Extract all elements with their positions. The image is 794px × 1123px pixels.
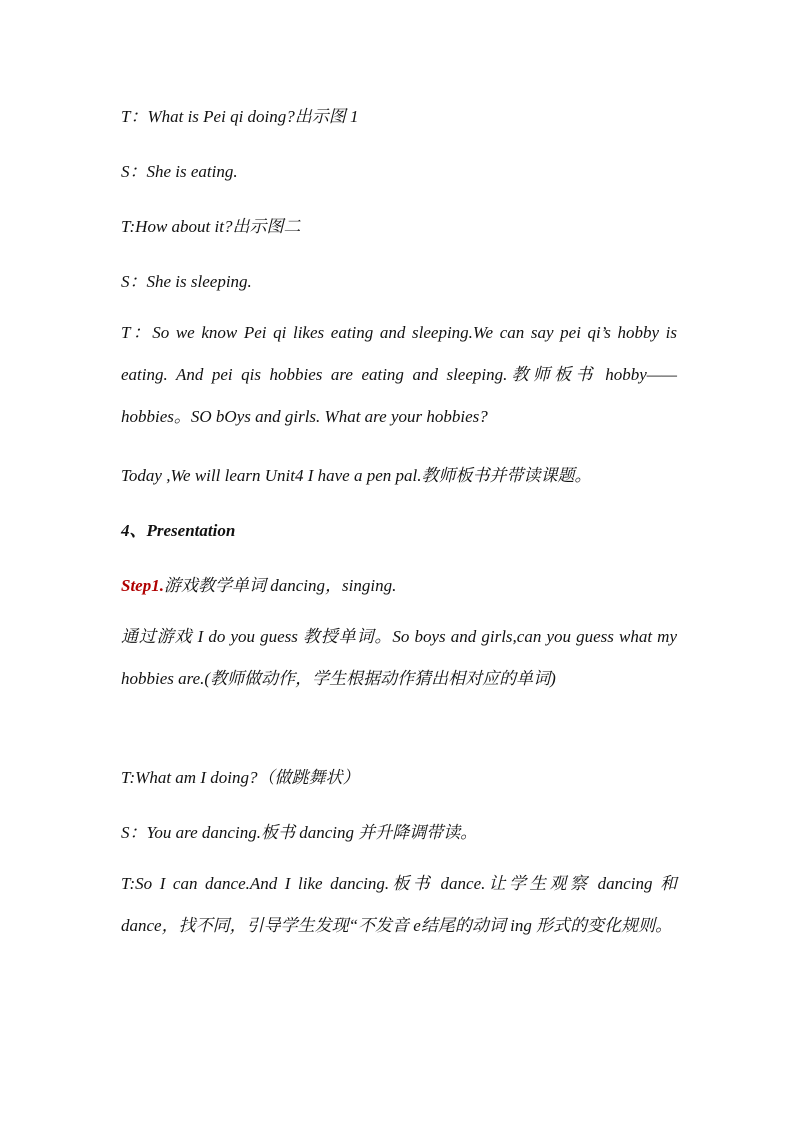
section-heading-presentation: 4、Presentation [121, 521, 236, 540]
dialogue-line-3: T:How about it?出示图二 [121, 217, 301, 236]
dialogue-line-what-am-i-doing: T:What am I doing?（做跳舞状） [121, 768, 360, 787]
dialogue-line-2: S：She is eating. [121, 162, 238, 181]
dialogue-line-4: S：She is sleeping. [121, 272, 252, 291]
step1-line [121, 571, 677, 596]
dialogue-line-you-are-dancing: S：You are dancing.板书 dancing 并升降调带读。 [121, 823, 478, 842]
step1-text: 游戏教学单词 dancing，singing. [163, 576, 397, 595]
dialogue-line-1: T：What is Pei qi doing?出示图 1 [121, 107, 359, 126]
topic-introduction: Today ,We will learn Unit4 I have a pen pal.教师板书并带读课题。 [121, 466, 592, 485]
guess-game-paragraph: 通过游戏 I do you guess 教授单词。So boys and girls,can you guess what my hobbies are.(教师做动作，学生根据动作猜出相对应的单词) [121, 627, 677, 688]
dialogue-paragraph-hobby: T：So we know Pei qi likes eating and sleeping.We can say pei qi’s hobby is eating. And pei qis hobbies are eating and sleeping.教师板书 hobby——hobbies。SO bOys and girls. What are your hobbies? [121, 323, 677, 426]
step1-label: Step1. [121, 576, 164, 595]
dance-rule-paragraph: T:So I can dance.And I like dancing.板书 dance.让学生观察 dancing 和 dance，找不同，引导学生发现“不发音 e结尾的动词 ing 形式的变化规则。 [121, 874, 677, 935]
